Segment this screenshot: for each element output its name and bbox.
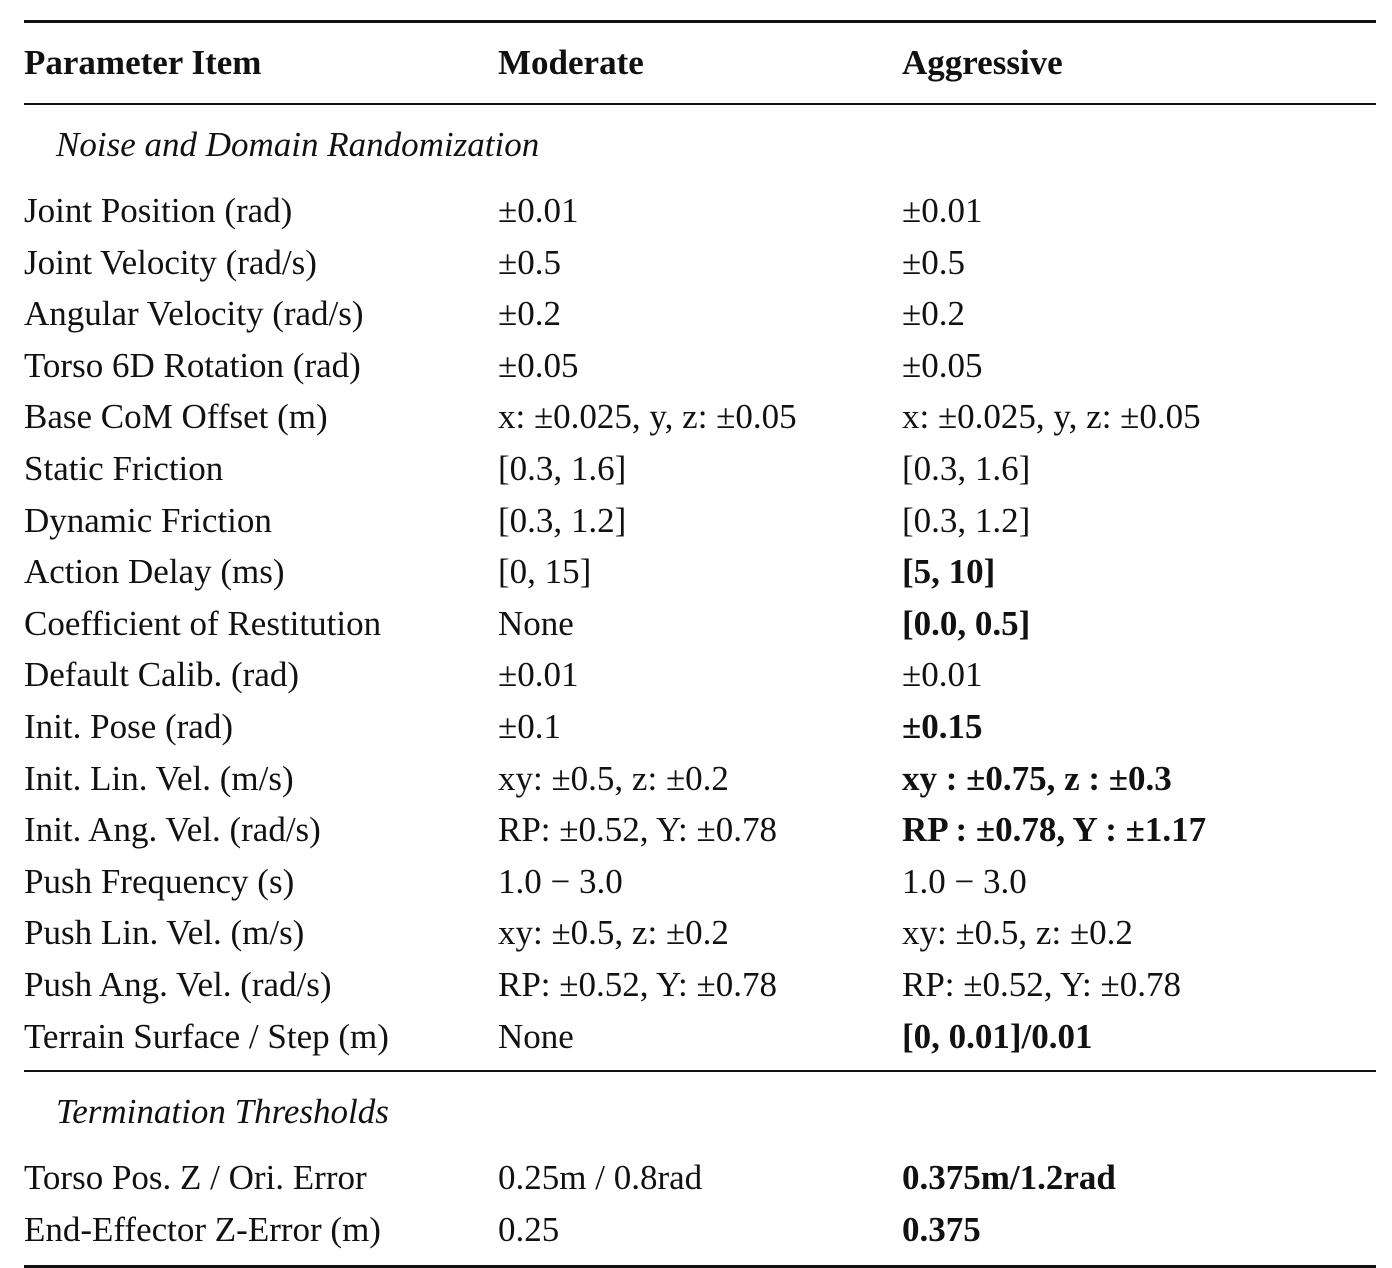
table-row xyxy=(24,185,1376,237)
table-row xyxy=(24,649,1376,701)
section-title: Termination Thresholds xyxy=(56,1092,389,1132)
moderate-cell: [0.3, 1.6] xyxy=(498,448,627,488)
header-row xyxy=(24,23,1376,103)
aggressive-cell: ±0.15 xyxy=(902,706,983,746)
moderate-cell: 1.0 − 3.0 xyxy=(498,861,623,901)
moderate-cell: None xyxy=(498,1016,574,1056)
section-title: Noise and Domain Randomization xyxy=(56,125,540,164)
section-noise-domain-randomization xyxy=(24,105,1376,1062)
aggressive-cell: ±0.2 xyxy=(902,294,965,334)
aggressive-cell: RP: ±0.52, Y: ±0.78 xyxy=(902,964,1181,1004)
parameter-cell: Coefficient of Restitution xyxy=(24,603,382,643)
aggressive-cell: RP : ±0.78, Y : ±1.17 xyxy=(902,810,1207,850)
moderate-cell: xy: ±0.5, z: ±0.2 xyxy=(498,913,729,953)
moderate-cell: ±0.01 xyxy=(498,191,579,230)
moderate-cell: ±0.2 xyxy=(498,294,561,334)
table-row xyxy=(24,598,1376,650)
moderate-cell: ±0.5 xyxy=(498,242,561,282)
parameter-cell: Default Calib. (rad) xyxy=(24,655,300,695)
moderate-cell: [0.3, 1.2] xyxy=(498,500,627,540)
aggressive-cell: xy: ±0.5, z: ±0.2 xyxy=(902,913,1133,953)
table-row xyxy=(24,804,1376,856)
parameter-cell: Base CoM Offset (m) xyxy=(24,397,328,437)
table-row xyxy=(24,1204,1376,1256)
aggressive-cell: [0.3, 1.6] xyxy=(902,448,1031,488)
parameter-cell: Init. Lin. Vel. (m/s) xyxy=(24,758,294,798)
table-grid xyxy=(24,23,1376,103)
moderate-cell: 0.25m / 0.8rad xyxy=(498,1158,703,1198)
table-row xyxy=(24,907,1376,959)
table-row xyxy=(24,1152,1376,1204)
aggressive-cell: [0, 0.01]/0.01 xyxy=(902,1016,1093,1056)
aggressive-cell: 0.375 xyxy=(902,1209,981,1249)
table-row xyxy=(24,237,1376,289)
table-row xyxy=(24,856,1376,908)
aggressive-cell: ±0.01 xyxy=(902,191,983,230)
parameter-cell: Joint Velocity (rad/s) xyxy=(24,242,317,282)
moderate-cell: xy: ±0.5, z: ±0.2 xyxy=(498,758,729,798)
aggressive-cell: [0.3, 1.2] xyxy=(902,500,1031,540)
table-row xyxy=(24,495,1376,547)
table-row xyxy=(24,340,1376,392)
parameter-cell: Init. Ang. Vel. (rad/s) xyxy=(24,810,321,850)
parameter-table xyxy=(24,20,1376,1268)
section-title-row xyxy=(24,1072,1376,1152)
section-title-row xyxy=(24,105,1376,185)
moderate-cell: RP: ±0.52, Y: ±0.78 xyxy=(498,964,777,1004)
aggressive-cell: x: ±0.025, y, z: ±0.05 xyxy=(902,397,1201,437)
table-row xyxy=(24,443,1376,495)
aggressive-cell: 0.375m/1.2rad xyxy=(902,1158,1116,1198)
parameter-cell: Dynamic Friction xyxy=(24,500,272,540)
moderate-cell: 0.25 xyxy=(498,1209,560,1249)
parameter-cell: Init. Pose (rad) xyxy=(24,706,233,746)
moderate-cell: [0, 15] xyxy=(498,552,592,592)
header-parameter-item: Parameter Item xyxy=(24,43,262,82)
parameter-cell: Terrain Surface / Step (m) xyxy=(24,1016,389,1056)
parameter-cell: Torso Pos. Z / Ori. Error xyxy=(24,1158,367,1198)
table-row xyxy=(24,546,1376,598)
table-row xyxy=(24,391,1376,443)
moderate-cell: x: ±0.025, y, z: ±0.05 xyxy=(498,397,797,437)
moderate-cell: ±0.1 xyxy=(498,706,561,746)
parameter-cell: End-Effector Z-Error (m) xyxy=(24,1209,381,1249)
header-moderate: Moderate xyxy=(498,43,644,82)
aggressive-cell: ±0.5 xyxy=(902,242,965,282)
parameter-cell: Torso 6D Rotation (rad) xyxy=(24,345,361,385)
aggressive-cell: ±0.01 xyxy=(902,655,983,695)
header-aggressive: Aggressive xyxy=(902,43,1063,82)
parameter-cell: Static Friction xyxy=(24,448,224,488)
parameter-cell: Action Delay (ms) xyxy=(24,552,285,592)
parameter-cell: Joint Position (rad) xyxy=(24,191,293,230)
aggressive-cell: ±0.05 xyxy=(902,345,983,385)
parameter-cell: Push Lin. Vel. (m/s) xyxy=(24,913,305,953)
table-row xyxy=(24,701,1376,753)
parameter-cell: Push Ang. Vel. (rad/s) xyxy=(24,964,332,1004)
moderate-cell: RP: ±0.52, Y: ±0.78 xyxy=(498,810,777,850)
table-row xyxy=(24,1011,1376,1063)
table-row xyxy=(24,959,1376,1011)
moderate-cell: ±0.01 xyxy=(498,655,579,695)
table-row xyxy=(24,753,1376,805)
aggressive-cell: [0.0, 0.5] xyxy=(902,603,1031,643)
aggressive-cell: [5, 10] xyxy=(902,552,996,592)
parameter-cell: Push Frequency (s) xyxy=(24,861,295,901)
moderate-cell: None xyxy=(498,603,574,643)
parameter-cell: Angular Velocity (rad/s) xyxy=(24,294,364,334)
table-row xyxy=(24,288,1376,340)
aggressive-cell: xy : ±0.75, z : ±0.3 xyxy=(902,758,1172,798)
aggressive-cell: 1.0 − 3.0 xyxy=(902,861,1027,901)
section-termination-thresholds xyxy=(24,1072,1376,1255)
moderate-cell: ±0.05 xyxy=(498,345,579,385)
